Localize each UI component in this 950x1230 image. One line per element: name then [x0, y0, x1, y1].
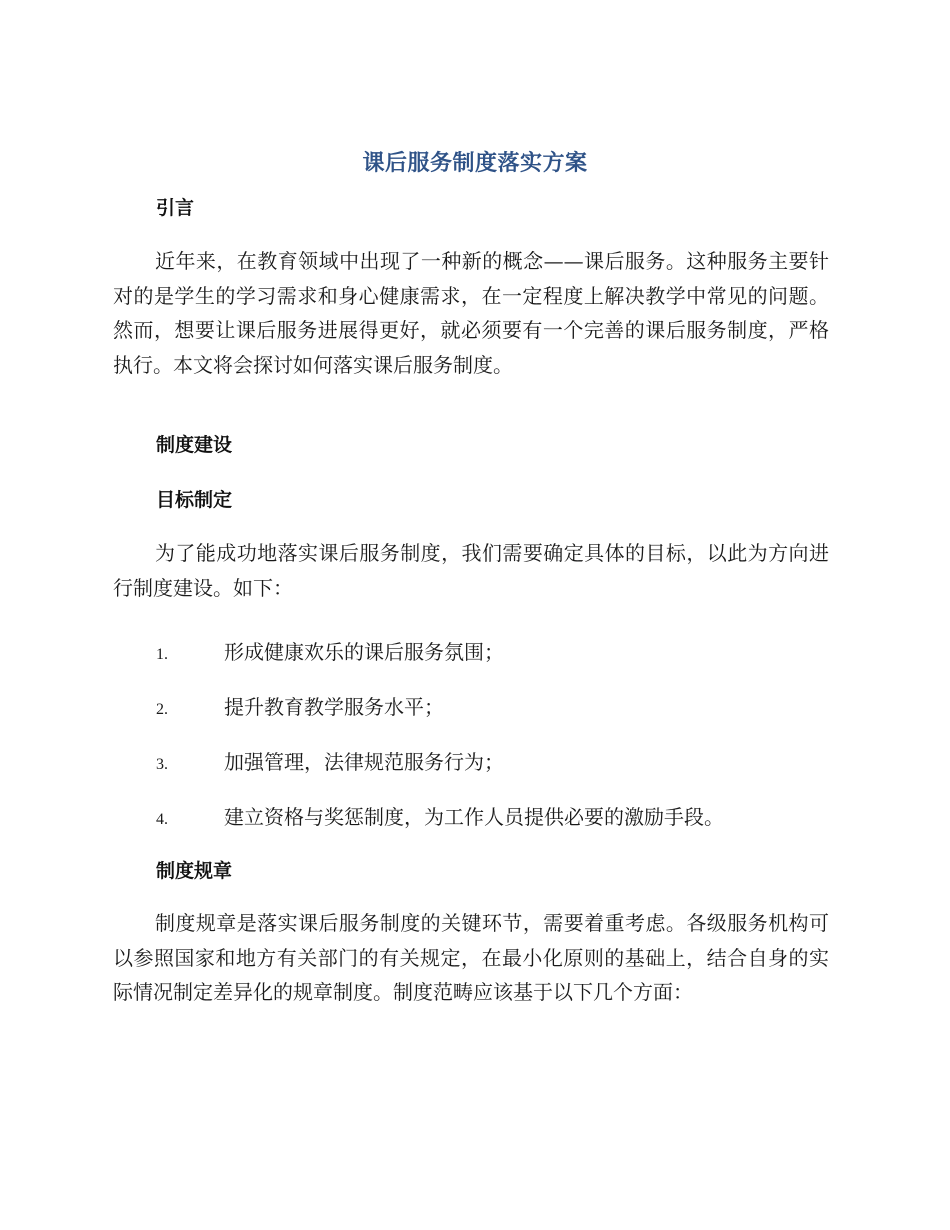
- heading-system-construction: 制度建设: [156, 434, 233, 456]
- list-item-number: 4.: [156, 811, 168, 828]
- list-item-text: 提升教育教学服务水平；: [224, 695, 444, 719]
- document-title: 课后服务制度落实方案: [362, 151, 588, 176]
- list-item-text: 加强管理，法律规范服务行为；: [224, 750, 504, 774]
- heading-introduction: 引言: [156, 197, 195, 219]
- paragraph-introduction: 近年来，在教育领域中出现了一种新的概念——课后服务。这种服务主要针对的是学生的学习需求和身心健康需求，在一定程度上解决教学中常见的问题。然而，想要让课后服务进展得更好，就必须要有一个完善的课后服务制度，严格执行。本文将会探讨如何落实课后服务制度。: [113, 249, 829, 377]
- list-item-number: 2.: [156, 701, 168, 718]
- heading-goal-setting: 目标制定: [156, 489, 233, 511]
- heading-rules-regulations: 制度规章: [156, 860, 233, 882]
- list-item-number: 3.: [156, 756, 168, 773]
- paragraph-goal-setting: 为了能成功地落实课后服务制度，我们需要确定具体的目标，以此为方向进行制度建设。如下：: [113, 541, 829, 600]
- list-item: [156, 636, 836, 665]
- list-item-number: 1.: [156, 646, 168, 663]
- list-item: [156, 746, 836, 775]
- list-item-text: 建立资格与奖惩制度，为工作人员提供必要的激励手段。: [224, 805, 724, 829]
- paragraph-rules-regulations: 制度规章是落实课后服务制度的关键环节，需要着重考虑。各级服务机构可以参照国家和地方有关部门的有关规定，在最小化原则的基础上，结合自身的实际情况制定差异化的规章制度。制度范畴应该基于以下几个方面：: [113, 911, 829, 1004]
- list-item: [156, 801, 836, 830]
- list-item-text: 形成健康欢乐的课后服务氛围；: [224, 640, 504, 664]
- list-item: [156, 691, 836, 720]
